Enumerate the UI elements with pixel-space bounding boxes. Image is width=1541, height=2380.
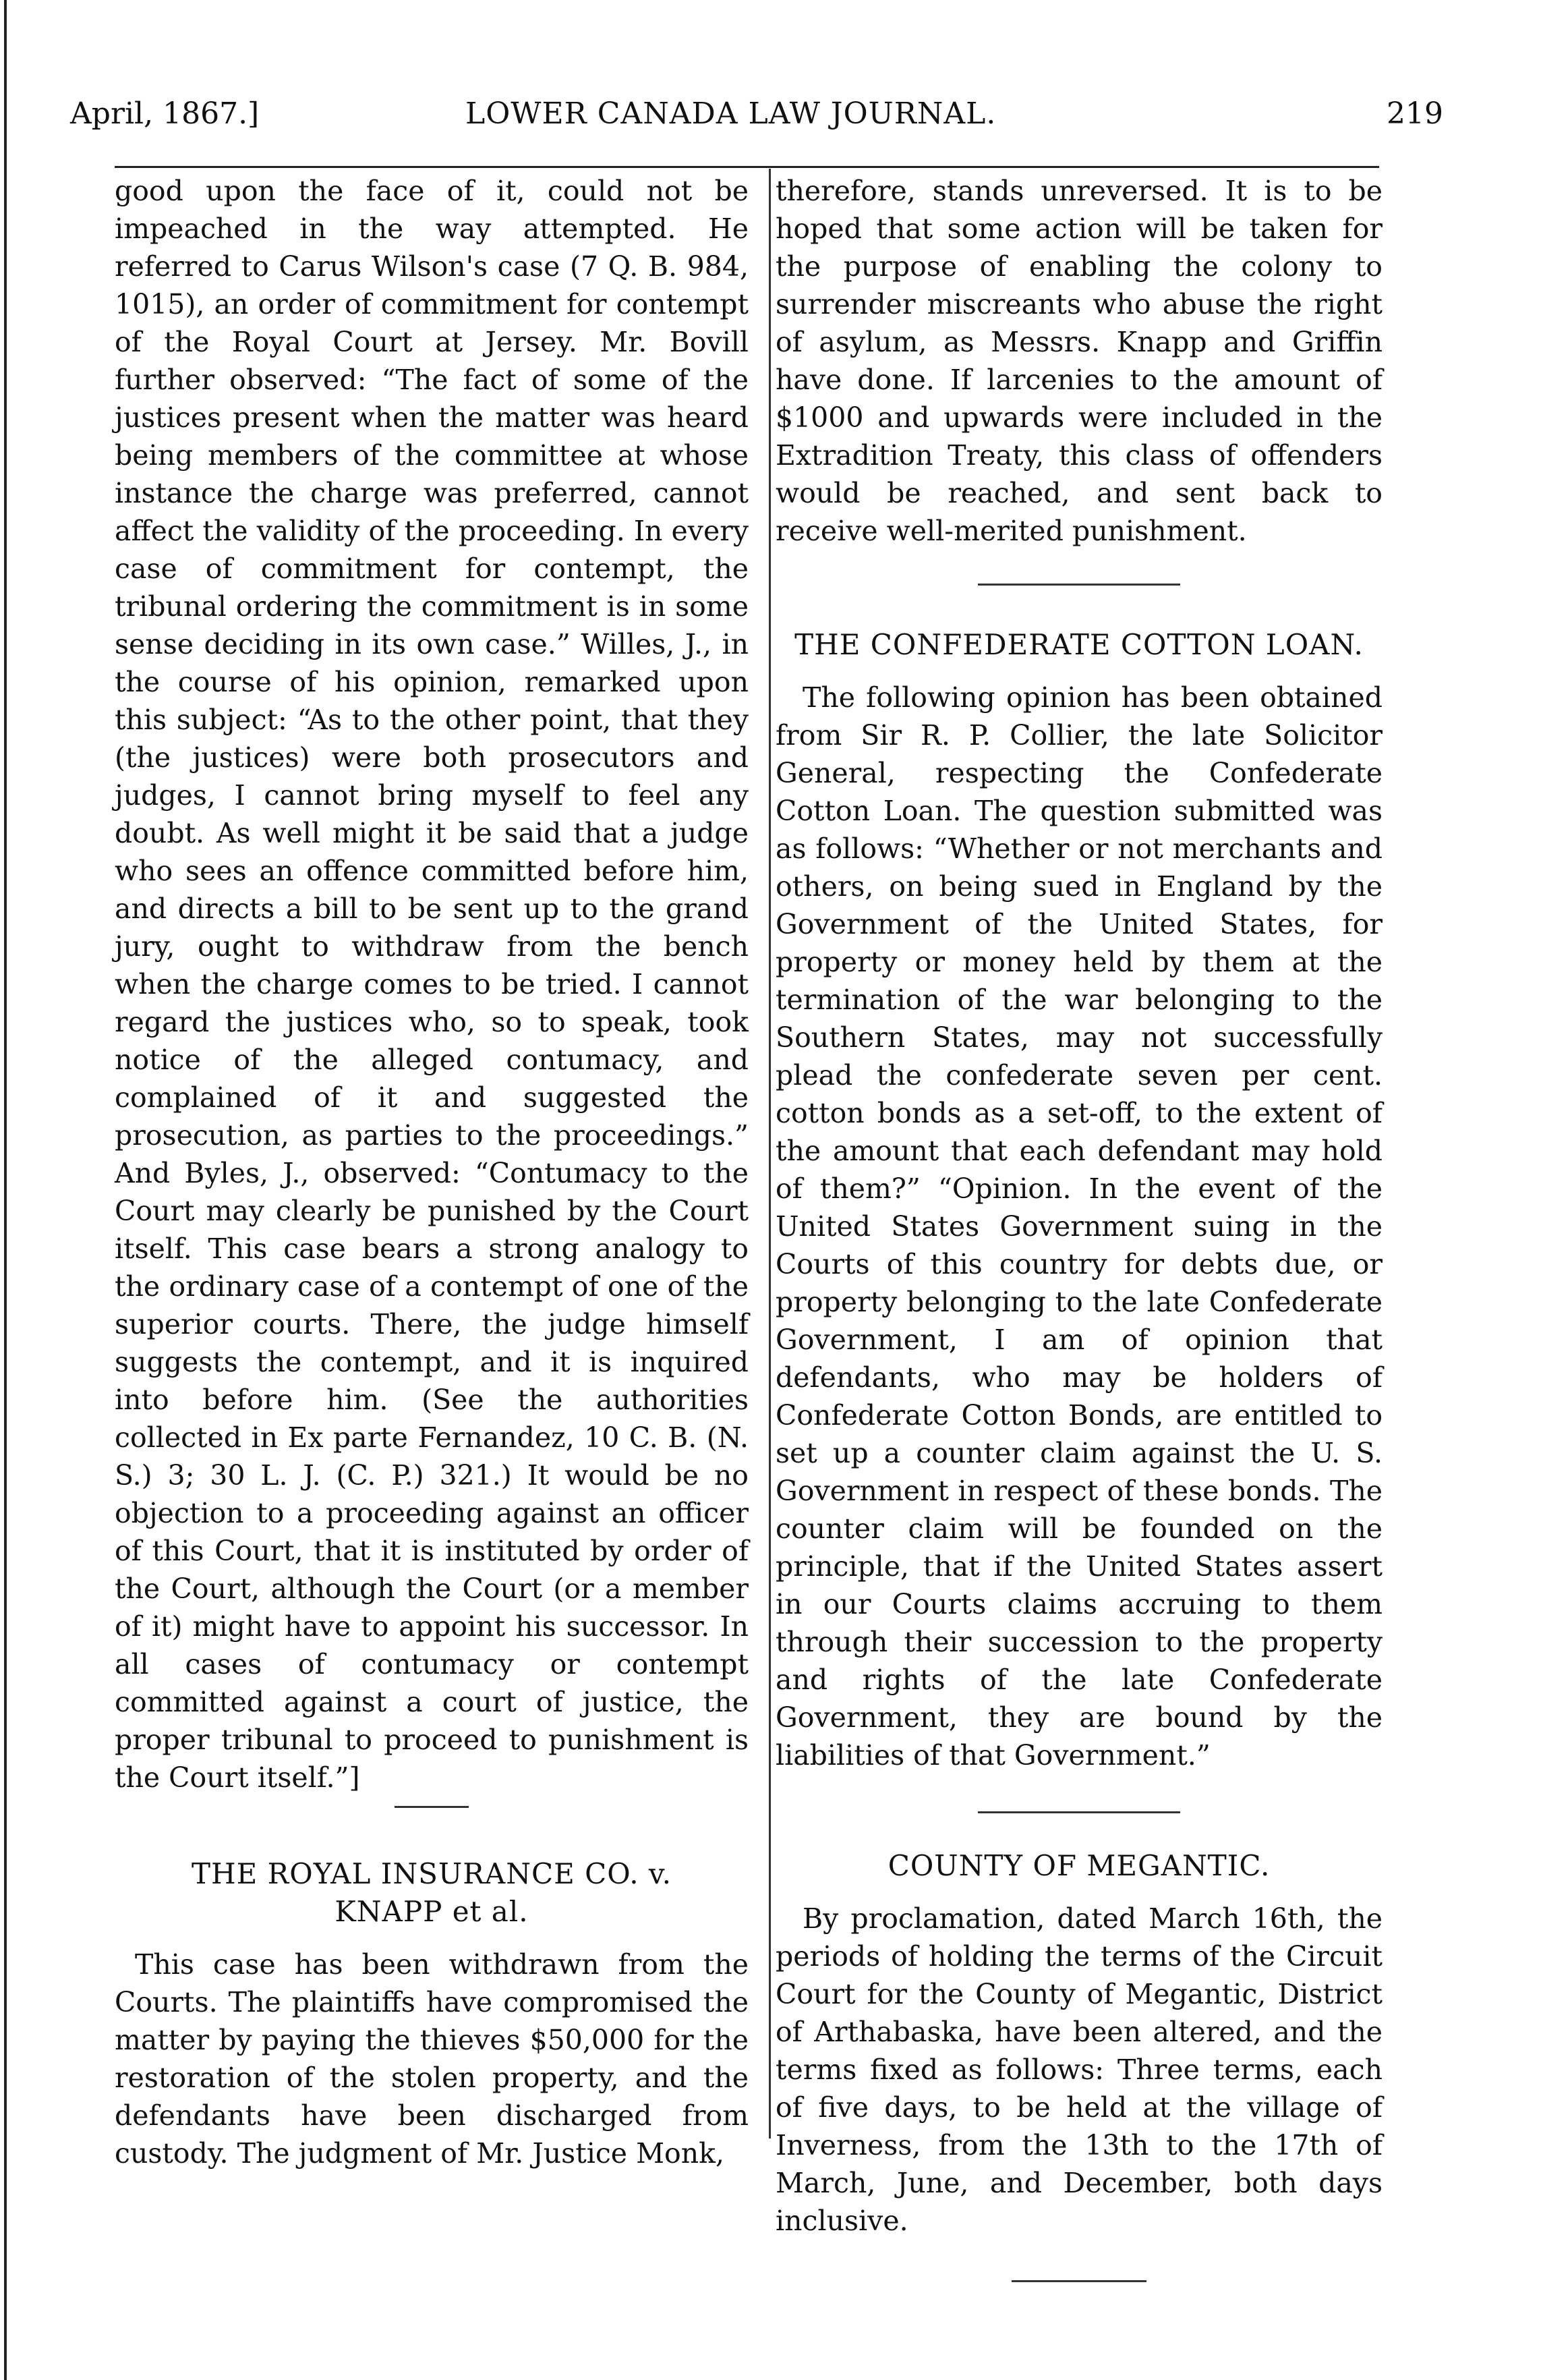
journal-title: LOWER CANADA LAW JOURNAL.	[465, 96, 997, 131]
megantic-paragraph: By proclamation, dated March 16th, the periods of holding the terms of the Circuit Court for the County of Megantic, District of Arthabaska, have been altered, and the terms fixed as follows: Three terms, each of five days, to be held at the village of Inverness, from the 13th to the 17th of March, June, and December, both days inclusive.	[776, 1902, 1383, 2237]
section-rule	[1012, 2280, 1146, 2282]
section-rule	[395, 1806, 469, 1808]
right-paragraph-extradition: therefore, stands unreversed. It is to be hoped that some action will be taken for the purpose of enabling the colony to surrender miscreants who abuse the right of asylum, as Messrs. Knapp and Griffin have done. If larcenies to the amount of $1000 and upwards were included in the Extradition Treaty, this class of offenders would be reached, and sent back to receive well-merited punishment.	[776, 175, 1383, 547]
column-divider	[769, 169, 771, 2138]
left-paragraph-royal-insurance: This case has been withdrawn from the Courts. The plaintiffs have compromised the matter by paying the thieves $50,000 for the restoration of the stolen property, and the defendants have been discharged from custody. The judgment of Mr. Justice Monk,	[115, 1948, 749, 2170]
confederate-cotton-heading: THE CONFEDERATE COTTON LOAN.	[794, 628, 1364, 661]
royal-insurance-heading	[115, 1855, 749, 1931]
left-column	[115, 172, 749, 2172]
header-date: April, 1867.]	[70, 96, 260, 131]
section-rule	[978, 1811, 1180, 1813]
section-rule	[978, 584, 1180, 586]
right-column	[776, 172, 1383, 2282]
page-edge-shadow	[4, 0, 7, 2380]
confederate-cotton-paragraph: The following opinion has been obtained from Sir R. P. Collier, the late Solicitor General, respecting the Confederate Cotton Loan. The question submitted was as follows: “Whether or not merchants and others, on being sued in England by the Government of the United States, for property or money held by them at the termination of the war belonging to the Southern States, may not successfully plead the confederate seven per cent. cotton bonds as a set-off, to the extent of the amount that each defendant may hold of them?” “Opinion. In the event of the United States Government suing in the Courts of this country for debts due, or property belonging to the late Confederate Government, I am of opinion that defendants, who may be holders of Confederate Cotton Bonds, are entitled to set up a counter claim against the U. S. Government in respect of these bonds. The counter claim will be founded on the principle, that if the United States assert in our Courts claims accruing to them through their succession to the property and rights of the late Confederate Government, they are bound by the liabilities of that Government.”	[776, 681, 1383, 1772]
header-rule	[115, 166, 1379, 168]
royal-insurance-heading-line1: THE ROYAL INSURANCE CO. v.	[191, 1857, 672, 1890]
royal-insurance-heading-line2: KNAPP et al.	[335, 1895, 529, 1928]
left-paragraph-contempt: good upon the face of it, could not be impeached in the way attempted. He referred to Carus Wilson's case (7 Q. B. 984, 1015), an order of commitment for contempt of the Royal Court at Jersey. Mr. Bovill further observed: “The fact of some of the justices present when the matter was heard being members of the committee at whose instance the charge was preferred, cannot affect the validity of the proceeding. In every case of commitment for contempt, the tribunal ordering the commitment is in some sense deciding in its own case.” Willes, J., in the course of his opinion, remarked upon this subject: “As to the other point, that they (the justices) were both prosecutors and judges, I cannot bring myself to feel any doubt. As well might it be said that a judge who sees an offence committed before him, and directs a bill to be sent up to the grand jury, ought to withdraw from the bench when the charge comes to be tried. I cannot regard the justices who, so to speak, took notice of the alleged contumacy, and complained of it and suggested the prosecution, as parties to the proceedings.” And Byles, J., observed: “Contumacy to the Court may clearly be punished by the Court itself. This case bears a strong analogy to the ordinary case of a contempt of one of the superior courts. There, the judge himself suggests the contempt, and it is inquired into before him. (See the authorities collected in Ex parte Fernandez, 10 C. B. (N. S.) 3; 30 L. J. (C. P.) 321.) It would be no objection to a proceeding against an officer of this Court, that it is instituted by order of the Court, although the Court (or a member of it) might have to appoint his successor. In all cases of contumacy or contempt committed against a court of justice, the proper tribunal to proceed to punishment is the Court itself.”]	[115, 175, 749, 1794]
megantic-heading: COUNTY OF MEGANTIC.	[888, 1849, 1271, 1882]
running-header	[67, 91, 1443, 152]
page-number: 219	[1387, 96, 1443, 131]
